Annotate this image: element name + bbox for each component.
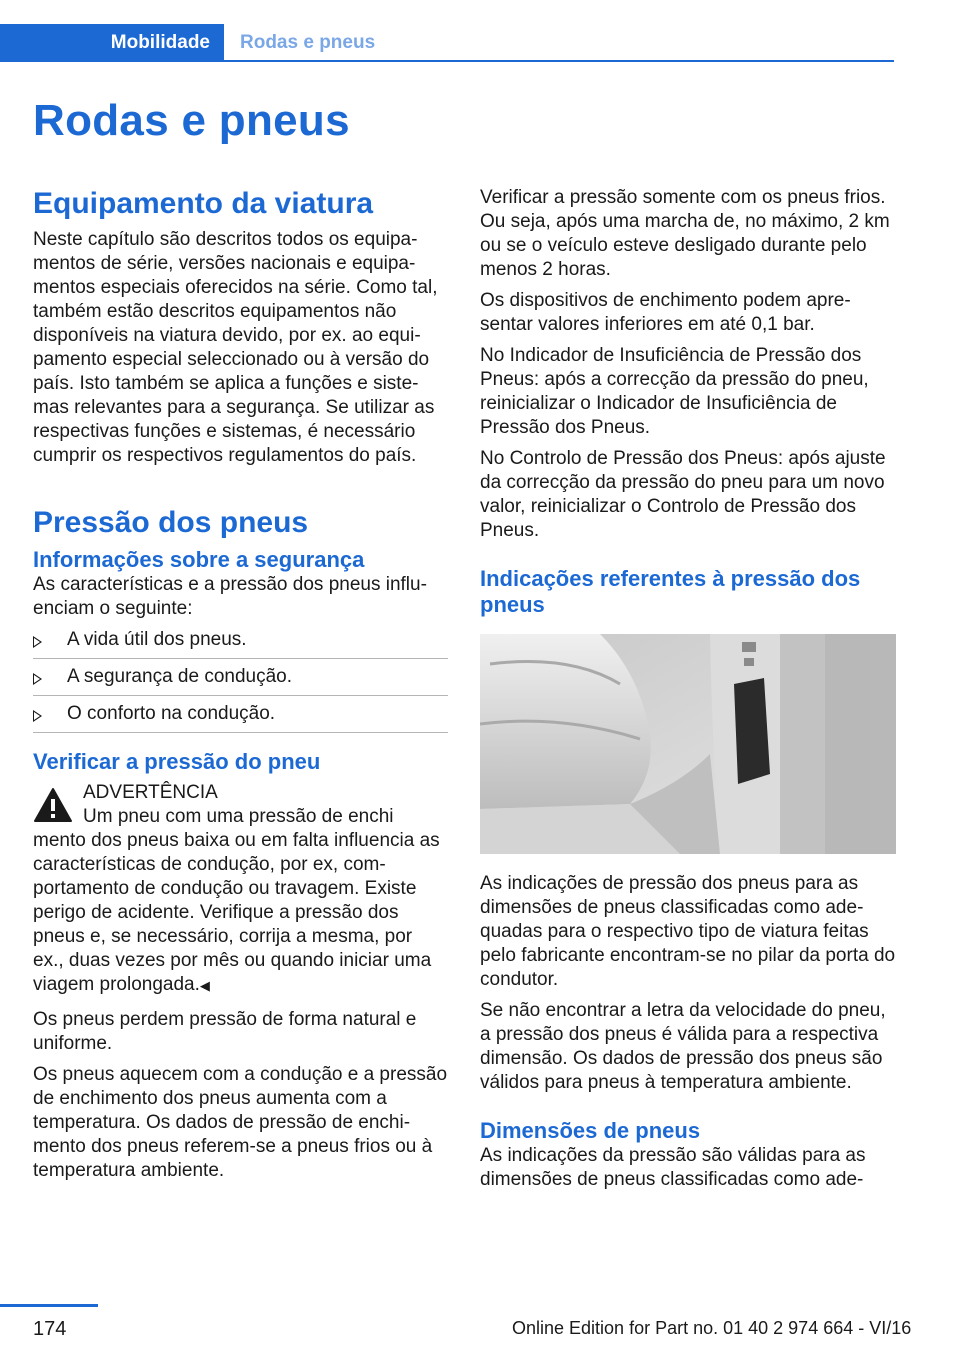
end-mark-icon: ◀ (199, 978, 210, 993)
warning-triangle-icon (33, 787, 73, 823)
triangle-bullet-icon (33, 710, 42, 722)
warning-title: ADVERTÊNCIA (83, 782, 218, 803)
section-title-equipment: Equipamento da viatura (33, 187, 374, 220)
page-title: Rodas e pneus (33, 96, 350, 145)
paragraph: Se não encontrar a letra da velocidade do pneu, a pressão dos pneus é válida para a respectiva dimensão. Os dados de pressão dos pneus são válidos para pneus à temperatura ambiente. (480, 1000, 886, 1093)
chapter-tab[interactable]: Mobilidade (0, 24, 224, 62)
divider (33, 658, 448, 659)
triangle-bullet-icon (33, 636, 42, 648)
door-pillar-image (480, 634, 896, 854)
left-column (33, 186, 448, 1190)
equipment-text: Neste capítulo são descritos todos os equipamentos de série, versões nacionais e equipamentos especiais oferecidos na série. Como tal, também estão descritos equipamentos não disponíveis na viatura devido, por ex. ao equipamento especial seleccionado ou à versão do país. Isto também se aplica a funções e sistemas relevantes para a segurança. Se utilizar as respectivas funções e sistemas, é necessário cumprir os respectivos regulamentos do país. (33, 229, 438, 466)
subsection-title-pressure-indications: Indicações referentes à pressão dos pneus (480, 566, 861, 617)
section-title-tire-pressure: Pressão dos pneus (33, 506, 309, 539)
list-item: A vida útil dos pneus. (33, 628, 448, 652)
subsection-title-tire-sizes: Dimensões de pneus (480, 1118, 701, 1143)
paragraph: No Controlo de Pressão dos Pneus: após ajuste da correcção da pressão do pneu para um novo valor, reinicializar o Controlo de Pressão dos Pneus. (480, 448, 886, 541)
paragraph: Os dispositivos de enchimento podem apresentar valores inferiores em até 0,1 bar. (480, 290, 851, 335)
list-item: A segurança de condução. (33, 665, 448, 689)
bullet-list (33, 628, 448, 733)
paragraph: As indicações da pressão são válidas para as dimensões de pneus classificadas como ade- (480, 1145, 866, 1190)
footer-divider (0, 1304, 98, 1307)
page-number: 174 (33, 1318, 67, 1340)
warning-text: mento dos pneus baixa ou em falta influencia as características de condução, por ex, comportamento de condução ou travagem. Existe perigo de acidente. Verifique a pressão dos pneus e, se necessário, corrija a mesma, por ex., duas vezes por mês ou quando iniciar uma viagem prolongada. (33, 830, 440, 995)
edition-text: Online Edition for Part no. 01 40 2 974 664 - VI/16 (512, 1318, 912, 1338)
paragraph: Verificar a pressão somente com os pneus frios. Ou seja, após uma marcha de, no máximo, 2 km ou se o veículo esteve desligado durante pelo menos 2 horas. (480, 187, 890, 280)
paragraph: No Indicador de Insuficiência de Pressão dos Pneus: após a correcção da pressão do pneu, reinicializar o Indicador de Insuficiência de Pressão dos Pneus. (480, 345, 869, 438)
header-bar (0, 24, 894, 62)
warning-first-line: Um pneu com uma pressão de enchi (83, 806, 394, 827)
subsection-title-check-pressure: Verificar a pressão do pneu (33, 749, 321, 774)
header-divider (224, 60, 894, 62)
door-pillar-photo (480, 634, 896, 854)
divider (33, 695, 448, 696)
warning-box (33, 781, 448, 998)
safety-text: As características e a pressão dos pneus influenciam o seguinte: (33, 574, 427, 619)
triangle-bullet-icon (33, 673, 42, 685)
paragraph: Os pneus perdem pressão de forma natural e uniforme. (33, 1009, 417, 1054)
paragraph: Os pneus aquecem com a condução e a pressão de enchimento dos pneus aumenta com a temperatura. Os dados de pressão de enchimento dos pneus referem-se a pneus frios ou à temperatura ambiente. (33, 1064, 448, 1181)
right-column (480, 186, 896, 1199)
subsection-title-safety: Informações sobre a segurança (33, 547, 365, 572)
paragraph: As indicações de pressão dos pneus para as dimensões de pneus classificadas como adequadas para o respectivo tipo de viatura feitas pelo fabricante encontram-se no pilar da porta do condutor. (480, 873, 896, 990)
list-item: O conforto na condução. (33, 702, 448, 726)
section-tab[interactable]: Rodas e pneus (240, 32, 376, 53)
